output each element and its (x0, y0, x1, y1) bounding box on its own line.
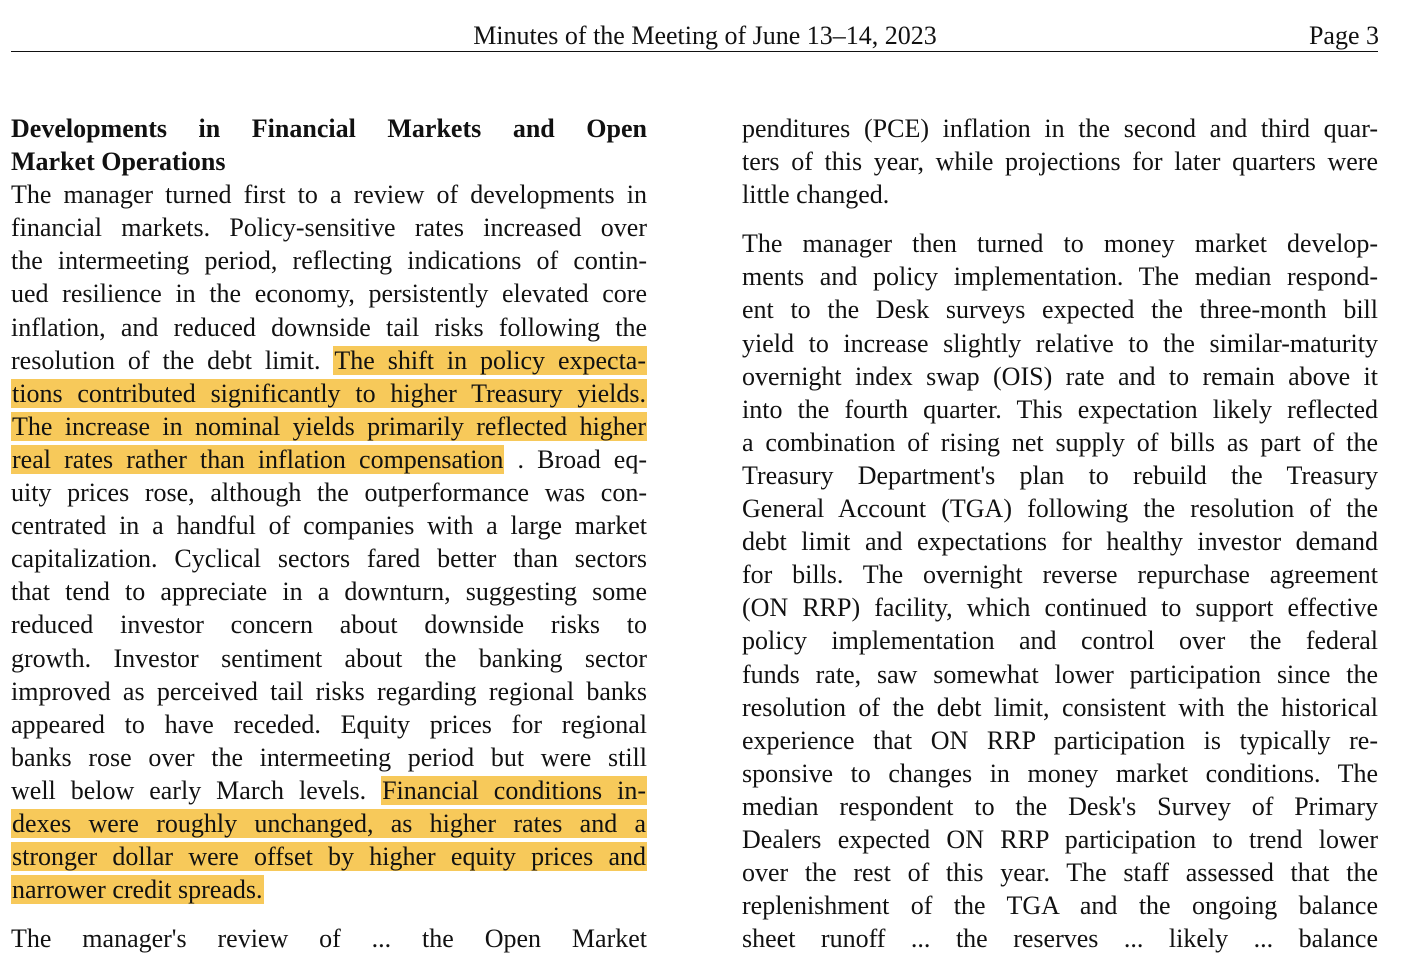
section-heading-line: Market Operations (11, 147, 226, 177)
highlighted-text: tions contributed significantly to higher Treasury yields. (12, 378, 646, 408)
paragraph-cutoff (11, 922, 647, 954)
left-column (11, 112, 647, 954)
paragraph-financial-markets (11, 178, 647, 906)
header-divider (11, 51, 1378, 52)
text-line: Treasury Department's plan to rebuild the Treasury (742, 460, 1378, 490)
text-line (11, 807, 647, 840)
paragraph-cutoff (742, 922, 1378, 954)
text-line: Dealers expected ON RRP participation to trend lower (742, 824, 1378, 854)
text-line: a combination of rising net supply of bills as part of the (742, 427, 1378, 457)
text-line: little changed. (742, 180, 890, 210)
text-line: sponsive to changes in money market conditions. The (742, 758, 1378, 788)
text-fragment: . Broad eq- (517, 444, 647, 474)
text-line: financial markets. Policy-sensitive rates increased over (11, 213, 647, 243)
text-line: resolution of the debt limit, consistent with the historical (742, 692, 1378, 722)
paragraph-money-markets (742, 227, 1378, 954)
paragraph-gap (11, 906, 647, 922)
text-line (11, 840, 647, 873)
highlighted-text: real rates rather than inflation compensation (12, 444, 504, 474)
section-heading (11, 112, 647, 178)
text-line: experience that ON RRP participation is typically re- (742, 725, 1378, 755)
page-number: Page 3 (1308, 21, 1379, 50)
text-fragment: resolution of the debt limit. (11, 345, 334, 375)
text-line: ent to the Desk surveys expected the three-month bill (742, 295, 1378, 325)
text-line: growth. Investor sentiment about the banking sector (11, 643, 647, 673)
paragraph-gap (742, 211, 1378, 227)
text-line (11, 410, 647, 443)
highlighted-text: The increase in nominal yields primarily reflected higher (12, 411, 646, 441)
highlighted-text: dexes were roughly unchanged, as higher rates and a (12, 808, 646, 838)
text-line: capitalization. Cyclical sectors fared better than sectors (11, 544, 647, 574)
text-line: debt limit and expectations for healthy investor demand (742, 527, 1378, 557)
text-line: into the fourth quarter. This expectation likely reflected (742, 394, 1378, 424)
text-line: uity prices rose, although the outperformance was con- (11, 478, 647, 508)
text-line (11, 377, 647, 410)
text-line: over the rest of this year. The staff assessed that the (742, 858, 1378, 888)
text-line: the intermeeting period, reflecting indications of contin- (11, 246, 647, 276)
text-line: appeared to have receded. Equity prices for regional (11, 709, 647, 739)
paragraph-pce-continuation (742, 112, 1378, 211)
running-header-title: Minutes of the Meeting of June 13–14, 2023 (473, 21, 937, 50)
text-line: funds rate, saw somewhat lower participation since the (742, 659, 1378, 689)
highlighted-text: The shift in policy expecta- (334, 345, 646, 375)
text-line: centrated in a handful of companies with a large market (11, 511, 647, 541)
text-line: ued resilience in the economy, persistently elevated core (11, 279, 647, 309)
text-line (11, 443, 647, 476)
highlighted-text: stronger dollar were offset by higher equity prices and (12, 842, 646, 872)
text-line: yield to increase slightly relative to the similar-maturity (742, 328, 1378, 358)
text-line: penditures (PCE) inflation in the second and third quar- (742, 114, 1378, 143)
text-line: policy implementation and control over the federal (742, 626, 1378, 656)
text-line: ters of this year, while projections for later quarters were (742, 147, 1378, 177)
highlighted-text: Financial conditions in- (382, 775, 646, 805)
text-line: The manager turned first to a review of developments in (11, 180, 647, 210)
text-line: General Account (TGA) following the resolution of the (742, 494, 1378, 524)
text-fragment: well below early March levels. (11, 775, 382, 805)
highlighted-text: narrower credit spreads. (12, 875, 263, 905)
text-line: inflation, and reduced downside tail risks following the (11, 312, 647, 342)
text-line: for bills. The overnight reverse repurchase agreement (742, 560, 1378, 590)
text-line: The manager then turned to money market develop- (742, 229, 1378, 259)
text-line: The manager's review of ... the Open Market (11, 924, 647, 954)
text-line: reduced investor concern about downside risks to (11, 610, 647, 640)
text-line: that tend to appreciate in a downturn, suggesting some (11, 577, 647, 607)
text-line: banks rose over the intermeeting period but were still (11, 742, 647, 772)
text-line: improved as perceived tail risks regarding regional banks (11, 676, 647, 706)
text-line: ments and policy implementation. The median respond- (742, 262, 1378, 292)
text-line (11, 873, 647, 906)
text-line: (ON RRP) facility, which continued to support effective (742, 593, 1378, 623)
text-line: median respondent to the Desk's Survey of Primary (742, 791, 1378, 821)
text-line: replenishment of the TGA and the ongoing balance (742, 891, 1378, 921)
text-line: overnight index swap (OIS) rate and to remain above it (742, 361, 1378, 391)
section-heading-line: Developments in Financial Markets and Open (11, 114, 647, 143)
text-line (11, 344, 647, 377)
text-line: sheet runoff ... the reserves ... likely ... balance (742, 924, 1378, 954)
text-line (11, 774, 647, 807)
right-column (742, 112, 1378, 954)
